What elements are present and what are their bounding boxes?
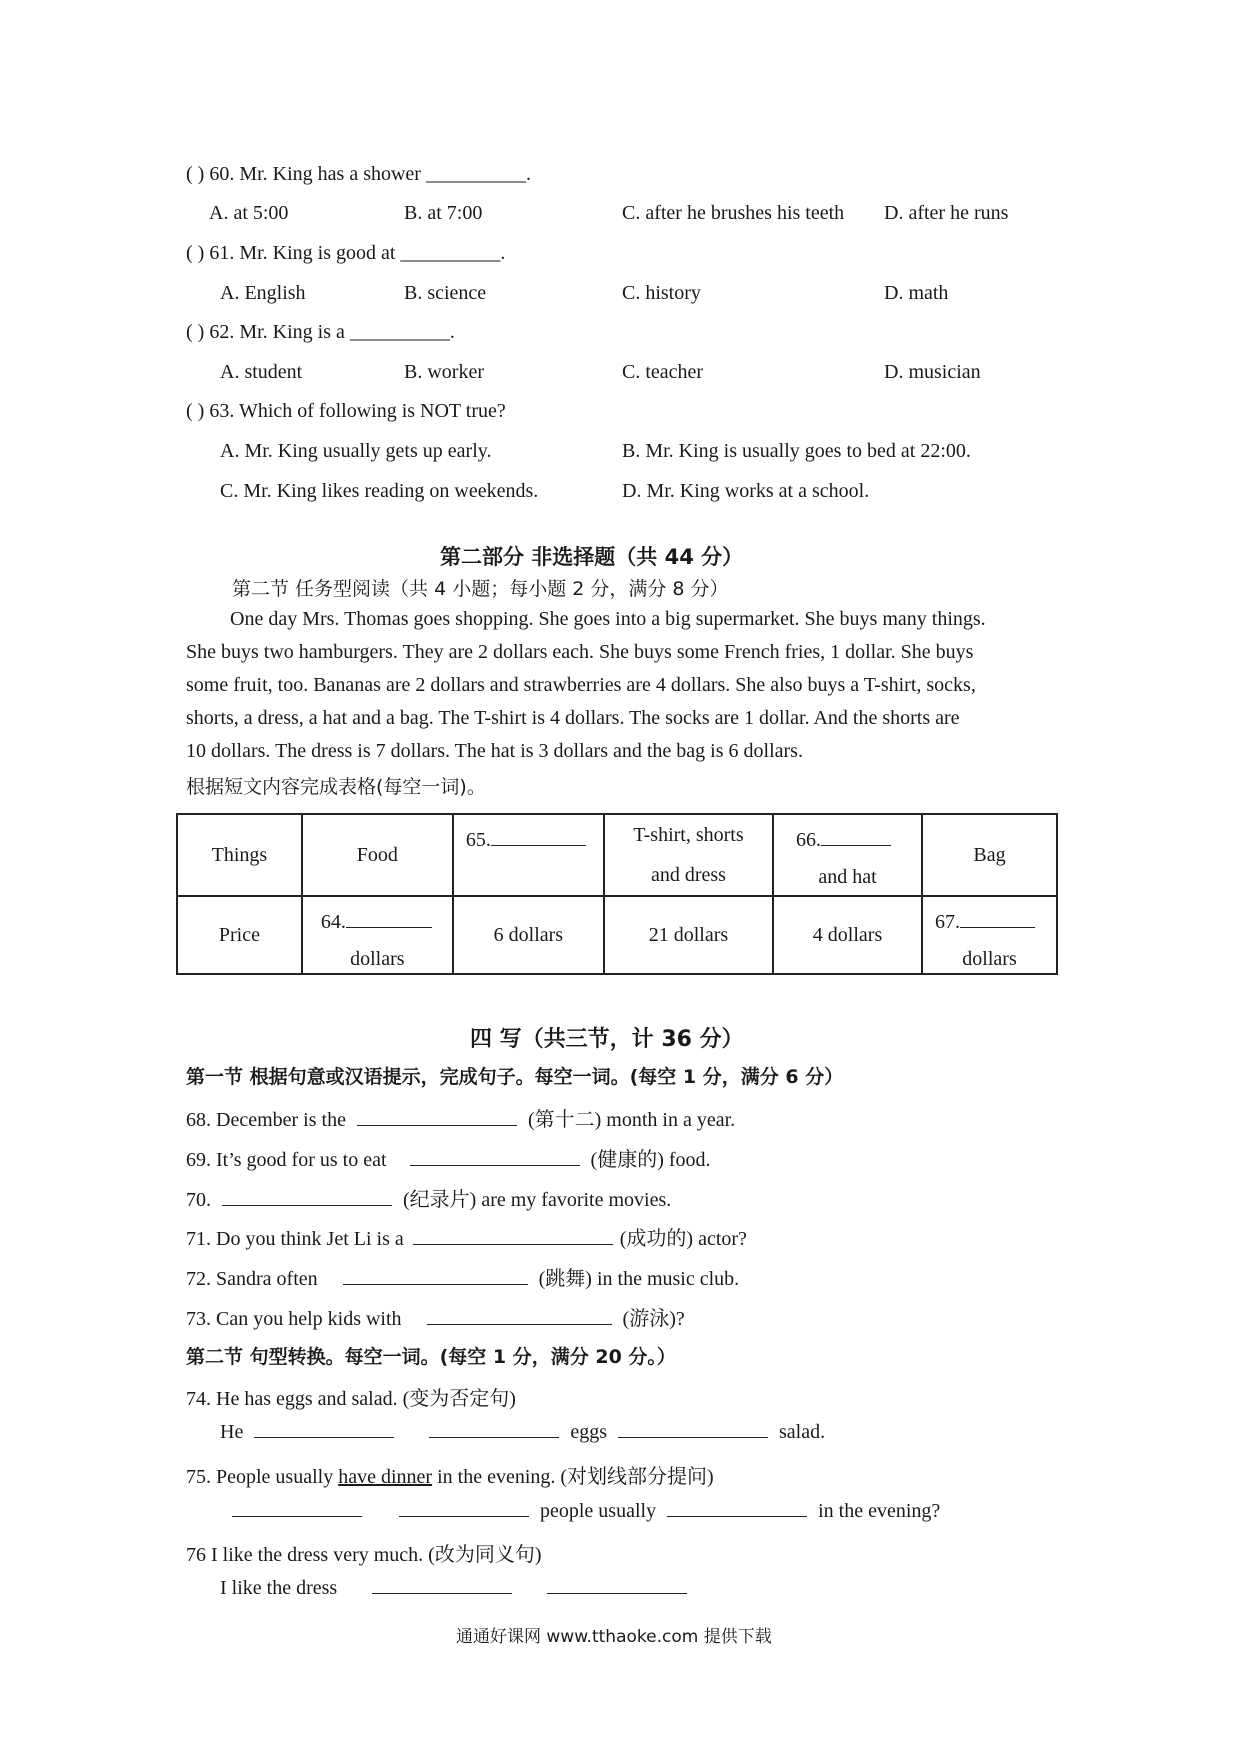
q67-cell: 67. dollars (922, 896, 1057, 974)
q72-blank[interactable] (343, 1268, 528, 1285)
q66-cell: 66. and hat (773, 814, 922, 896)
passage-line-3: some fruit, too. Bananas are 2 dollars and strawberries are 4 dollars. She also buys a T-shirt, socks, (186, 674, 976, 696)
q62-option-b: B. worker (404, 361, 484, 383)
q64-blank[interactable] (346, 913, 432, 928)
q60-option-c: C. after he brushes his teeth (622, 202, 845, 224)
fruit-price-cell: 6 dollars (453, 896, 604, 974)
passage-line-5: 10 dollars. The dress is 7 dollars. The hat is 3 dollars and the bag is 6 dollars. (186, 740, 803, 762)
question-75-stem: 75. People usually have dinner in the evening. (对划线部分提问) (186, 1466, 714, 1488)
food-cell: Food (302, 814, 453, 896)
q74-blank-3[interactable] (618, 1421, 768, 1438)
writing-section1-title: 第一节 根据句意或汉语提示，完成句子。每空一词。(每空 1 分，满分 6 分） (186, 1066, 844, 1088)
q61-option-a: A. English (220, 282, 306, 304)
table-instruction: 根据短文内容完成表格(每空一词)。 (186, 776, 486, 798)
question-60-stem: ( ) 60. Mr. King has a shower __________. (186, 163, 531, 185)
q63-option-d: D. Mr. King works at a school. (622, 480, 870, 502)
table-row (177, 896, 1057, 974)
question-76-stem: 76 I like the dress very much. (改为同义句) (186, 1544, 542, 1566)
question-69: 69. It’s good for us to eat (健康的) food. (186, 1149, 711, 1171)
q76-blank-2[interactable] (547, 1577, 687, 1594)
q74-blank-2[interactable] (429, 1421, 559, 1438)
q66-blank[interactable] (821, 831, 891, 846)
bag-cell: Bag (922, 814, 1057, 896)
q62-option-c: C. teacher (622, 361, 704, 383)
passage-line-2: She buys two hamburgers. They are 2 dollars each. She buys some French fries, 1 dollar. She buys (186, 641, 974, 663)
clothes-price-cell: 21 dollars (604, 896, 773, 974)
question-62-stem: ( ) 62. Mr. King is a __________. (186, 321, 455, 343)
q63-option-c: C. Mr. King likes reading on weekends. (220, 480, 539, 502)
underlined-phrase: have dinner (338, 1466, 433, 1488)
question-68: 68. December is the (第十二) month in a year. (186, 1109, 736, 1131)
reading-section-title: 第二节 任务型阅读（共 4 小题；每小题 2 分，满分 8 分） (232, 578, 729, 600)
q76-blank-1[interactable] (372, 1577, 512, 1594)
writing-section2-title: 第二节 句型转换。每空一词。(每空 1 分，满分 20 分。） (186, 1346, 676, 1368)
things-header: Things (177, 814, 302, 896)
q63-option-a: A. Mr. King usually gets up early. (220, 440, 492, 462)
q65-cell: 65. (453, 814, 604, 896)
q71-blank[interactable] (413, 1228, 613, 1245)
passage-line-1: One day Mrs. Thomas goes shopping. She goes into a big supermarket. She buys many things. (230, 608, 986, 630)
shopping-table (176, 813, 1058, 975)
q60-option-b: B. at 7:00 (404, 202, 483, 224)
q62-option-d: D. musician (884, 361, 981, 383)
hat-price-cell: 4 dollars (773, 896, 922, 974)
q60-option-a: A. at 5:00 (209, 202, 289, 224)
q68-blank[interactable] (357, 1109, 517, 1126)
q62-option-a: A. student (220, 361, 303, 383)
q70-blank[interactable] (222, 1189, 392, 1206)
clothes-cell: T-shirt, shorts and dress (604, 814, 773, 896)
question-74-answer: He eggs salad. (220, 1421, 826, 1443)
q61-option-c: C. history (622, 282, 701, 304)
writing-title: 四 写（共三节，计 36 分） (470, 1027, 744, 1052)
q65-blank[interactable] (491, 831, 586, 846)
question-63-stem: ( ) 63. Which of following is NOT true? (186, 400, 506, 422)
question-73: 73. Can you help kids with (游泳)? (186, 1308, 685, 1330)
question-74-stem: 74. He has eggs and salad. (变为否定句) (186, 1388, 516, 1410)
q69-blank[interactable] (410, 1149, 580, 1166)
q75-blank-2[interactable] (399, 1500, 529, 1517)
q75-blank-3[interactable] (667, 1500, 807, 1517)
question-71: 71. Do you think Jet Li is a (成功的) actor? (186, 1228, 747, 1250)
q75-blank-1[interactable] (232, 1500, 362, 1517)
q60-option-d: D. after he runs (884, 202, 1009, 224)
question-70: 70. (纪录片) are my favorite movies. (186, 1189, 672, 1211)
q67-blank[interactable] (960, 913, 1035, 928)
question-76-answer: I like the dress (220, 1577, 687, 1600)
question-75-answer: people usually in the evening? (232, 1500, 940, 1523)
q63-option-b: B. Mr. King is usually goes to bed at 22:00. (622, 440, 971, 462)
table-row (177, 814, 1057, 896)
part2-title: 第二部分 非选择题（共 44 分） (440, 545, 744, 569)
price-header: Price (177, 896, 302, 974)
q74-blank-1[interactable] (254, 1421, 394, 1438)
passage-line-4: shorts, a dress, a hat and a bag. The T-shirt is 4 dollars. The socks are 1 dollar. And the shorts are (186, 707, 960, 729)
footer-credit: 通通好课网 www.tthaoke.com 提供下载 (456, 1627, 772, 1647)
q61-option-d: D. math (884, 282, 949, 304)
question-72: 72. Sandra often (跳舞) in the music club. (186, 1268, 740, 1290)
q64-cell: 64. dollars (302, 896, 453, 974)
question-61-stem: ( ) 61. Mr. King is good at __________. (186, 242, 506, 264)
q73-blank[interactable] (427, 1308, 612, 1325)
q61-option-b: B. science (404, 282, 487, 304)
